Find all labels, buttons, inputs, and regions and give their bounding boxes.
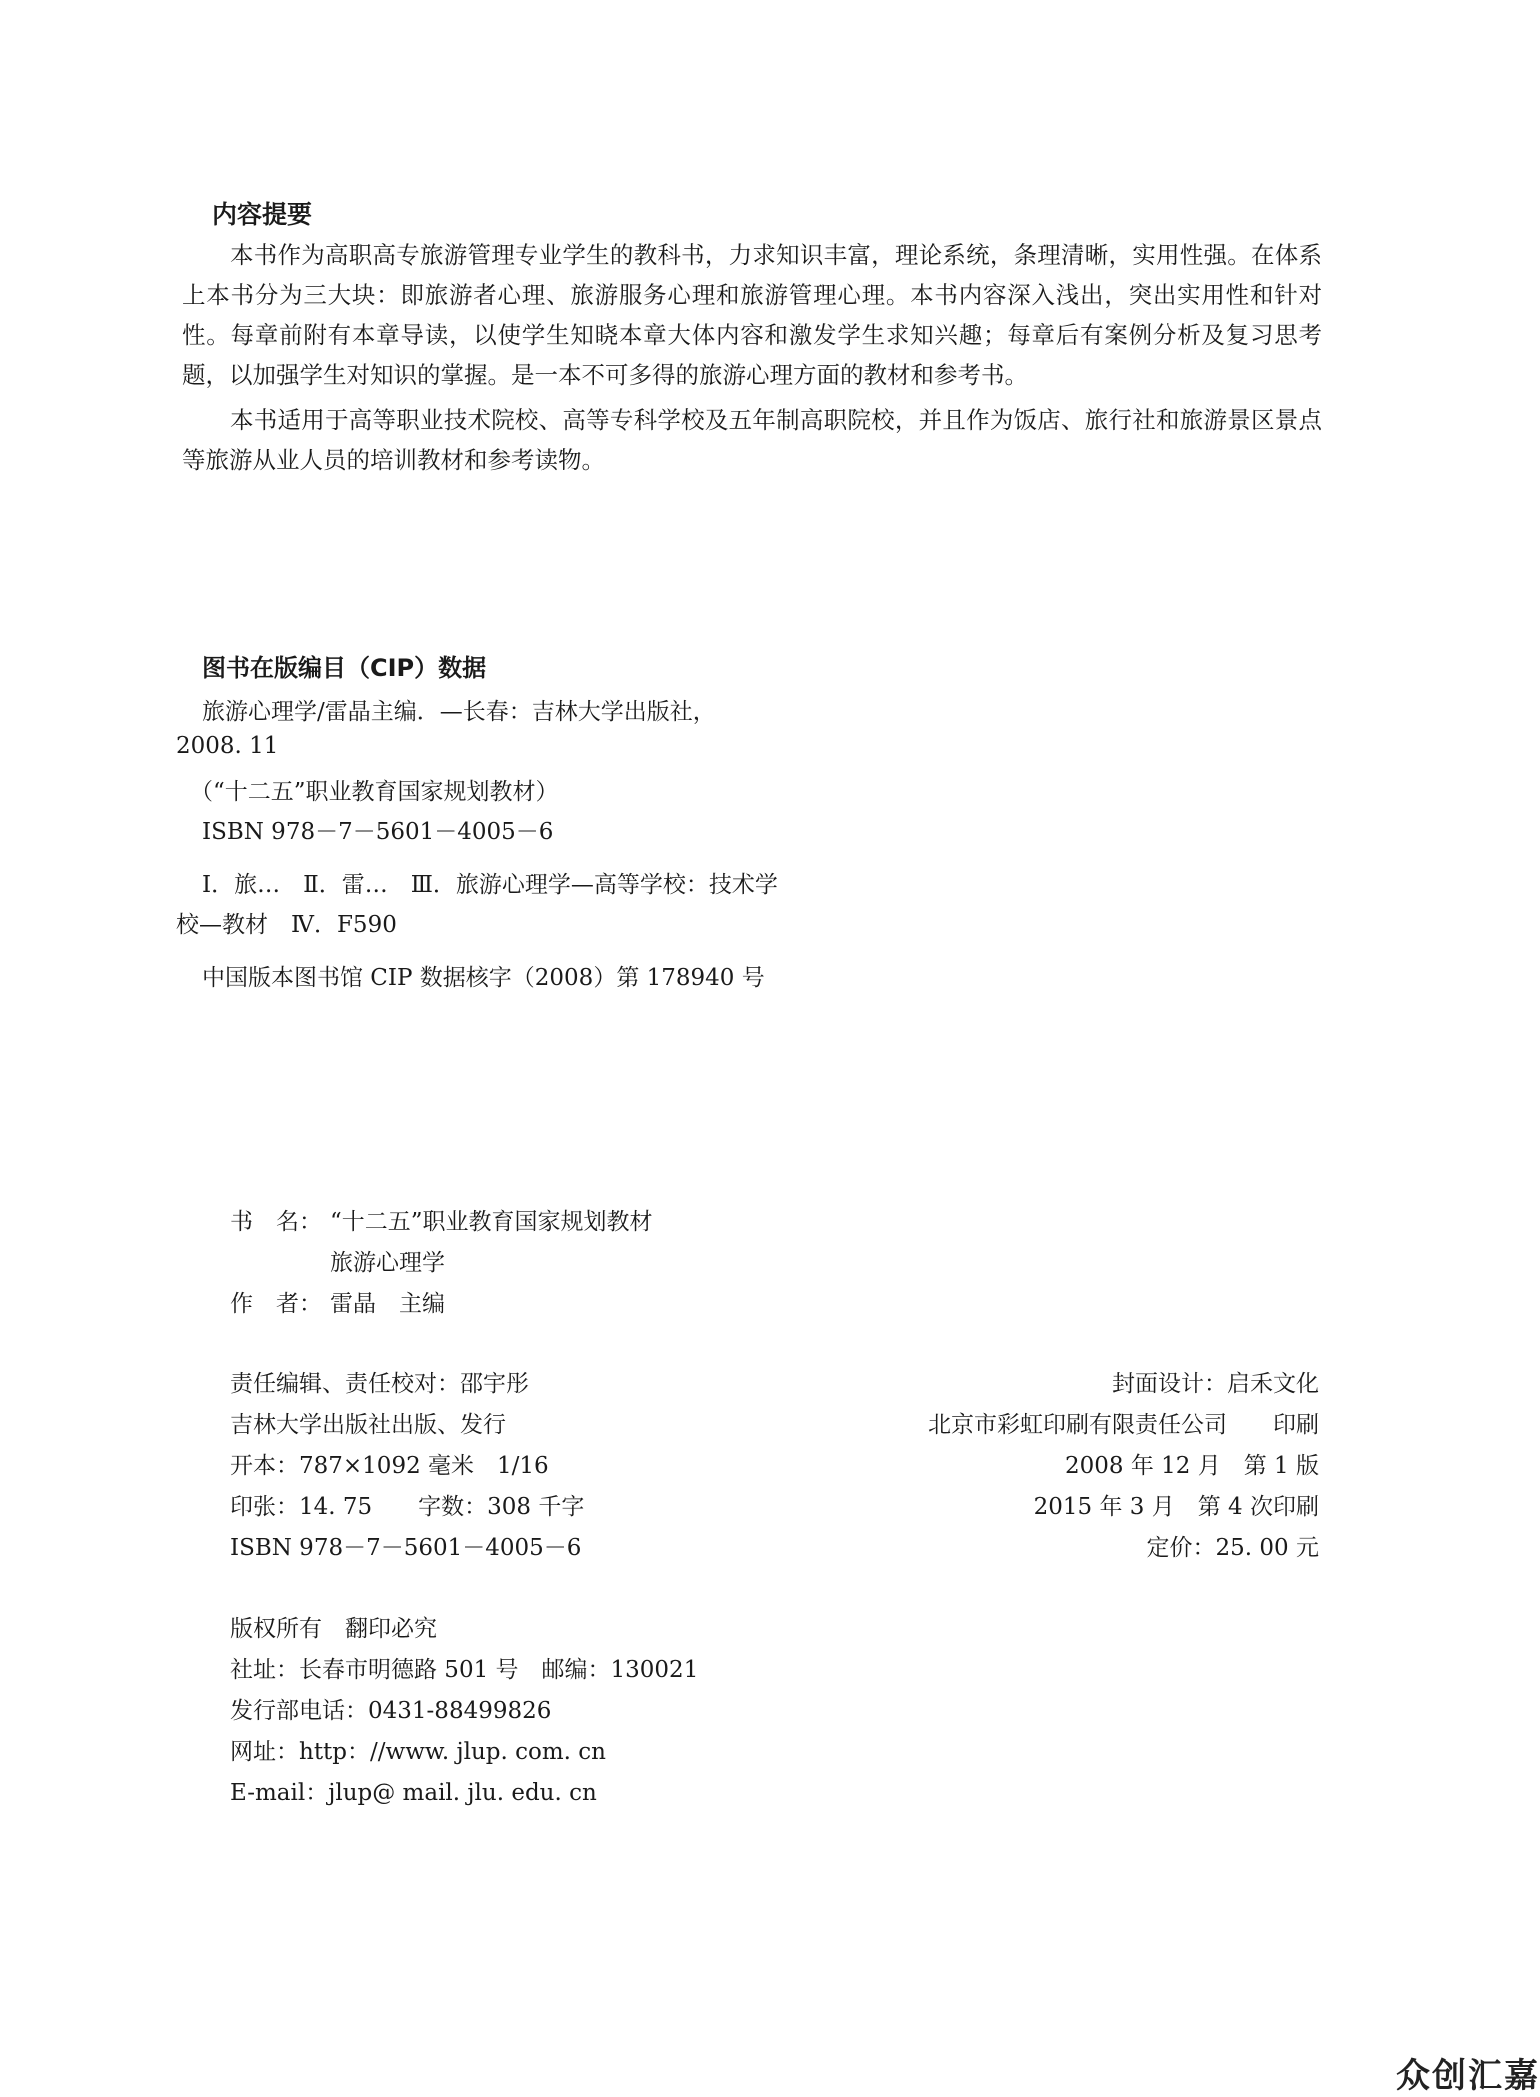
summary-paragraph-2: 本书适用于高等职业技术院校、高等专科学校及五年制高职院校，并且作为饭店、旅行社和旅游景区景点等旅游从业人员的培训教材和参考读物。 — [182, 406, 1322, 474]
cip-line-7: 中国版本图书馆 CIP 数据核字（2008）第 178940 号 — [202, 965, 765, 991]
website-line: 网址：http：//www. jlup. com. cn — [230, 1739, 606, 1765]
isbn-line: ISBN 978－7－5601－4005－6 — [230, 1535, 582, 1561]
printer-line: 北京市彩虹印刷有限责任公司 印刷 — [928, 1412, 1319, 1438]
cip-line-2: 2008. 11 — [176, 733, 279, 759]
edition-line: 2008 年 12 月 第 1 版 — [1065, 1453, 1319, 1479]
book-name-series: “十二五”职业教育国家规划教材 — [330, 1209, 653, 1235]
sheets-line: 印张：14. 75 字数：308 千字 — [230, 1494, 585, 1520]
cip-line-3: （“十二五”职业教育国家规划教材） — [190, 779, 559, 805]
summary-title: 内容提要 — [212, 200, 313, 229]
cip-line-1: 旅游心理学/雷晶主编．—长春：吉林大学出版社， — [202, 699, 716, 725]
author-value: 雷晶 主编 — [330, 1291, 445, 1317]
printing-line: 2015 年 3 月 第 4 次印刷 — [1033, 1494, 1319, 1520]
copyright-line: 版权所有 翻印必究 — [230, 1616, 437, 1642]
author-label: 作 者： — [230, 1291, 322, 1317]
address-line: 社址：长春市明德路 501 号 邮编：130021 — [230, 1657, 699, 1683]
book-name-label: 书 名： — [230, 1209, 322, 1235]
book-name-title: 旅游心理学 — [330, 1250, 445, 1276]
cip-line-6: 校—教材 Ⅳ．F590 — [176, 912, 397, 938]
summary-paragraph-1: 本书作为高职高专旅游管理专业学生的教科书，力求知识丰富，理论系统，条理清晰，实用性强。在体系上本书分为三大块：即旅游者心理、旅游服务心理和旅游管理心理。本书内容深入浅出，突出实用性和针对性。每章前附有本章导读，以使学生知晓本章大体内容和激发学生求知兴趣；每章后有案例分析及复习思考题，以加强学生对知识的掌握。是一本不可多得的旅游心理方面的教材和参考书。 — [182, 241, 1322, 389]
cip-line-5: Ⅰ．旅… Ⅱ．雷… Ⅲ．旅游心理学—高等学校：技术学 — [202, 872, 778, 898]
format-line: 开本：787×1092 毫米 1/16 — [230, 1453, 549, 1479]
email-line: E-mail：jlup@ mail. jlu. edu. cn — [230, 1780, 597, 1806]
cover-design-line: 封面设计：启禾文化 — [1112, 1371, 1319, 1397]
cip-title: 图书在版编目（CIP）数据 — [202, 654, 487, 682]
editor-line: 责任编辑、责任校对：邵宇彤 — [230, 1371, 529, 1397]
cip-line-4: ISBN 978－7－5601－4005－6 — [202, 819, 554, 845]
price-line: 定价：25. 00 元 — [1146, 1535, 1319, 1561]
watermark-logo: 众创汇嘉 — [1396, 2056, 1540, 2096]
phone-line: 发行部电话：0431-88499826 — [230, 1698, 552, 1724]
publisher-line: 吉林大学出版社出版、发行 — [230, 1412, 506, 1438]
